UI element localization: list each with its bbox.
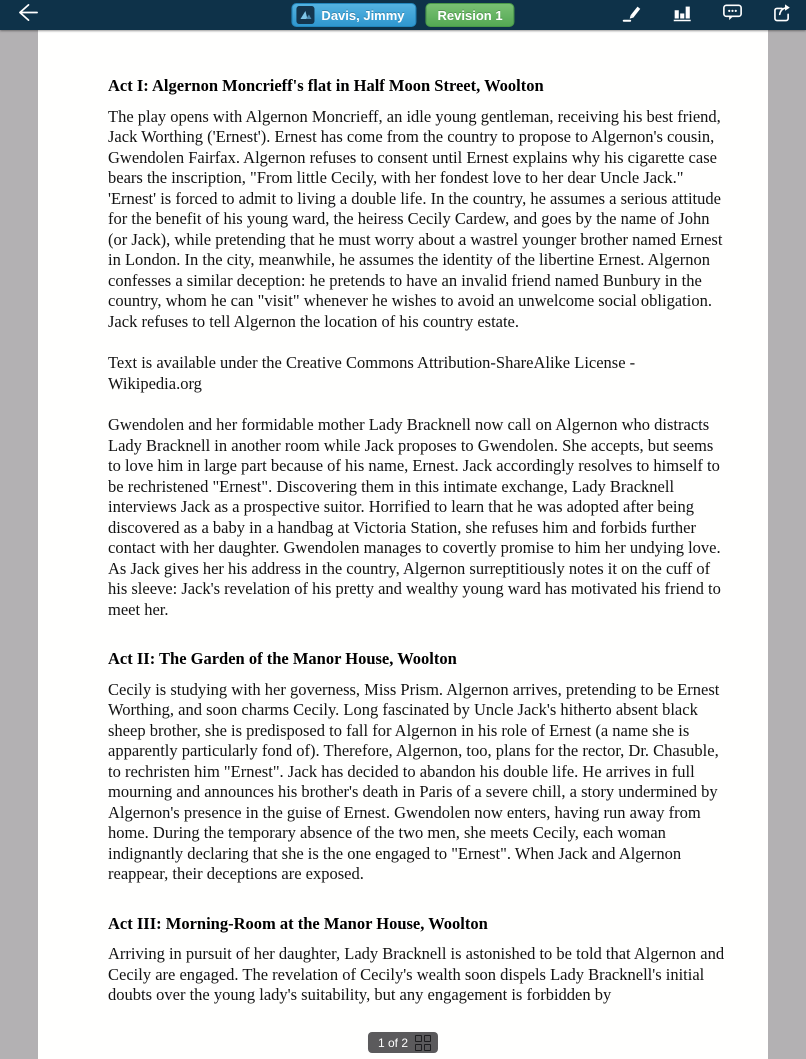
back-button[interactable] <box>16 4 40 26</box>
pages-grid-icon <box>415 1035 431 1051</box>
comments-button[interactable] <box>720 3 744 27</box>
act-3-heading: Act III: Morning-Room at the Manor House, Woolton <box>108 913 488 933</box>
act-2-section <box>108 649 730 885</box>
pen-annotate-icon <box>621 2 643 29</box>
act-3-section <box>108 914 730 1006</box>
revision-button[interactable] <box>426 3 515 27</box>
back-arrow-icon <box>17 2 40 28</box>
act-3-paragraph-1: Arriving in pursuit of her daughter, Lady Bracknell is astonished to be told that Algernon and Cecily are engaged. The revelation of Cecily's wealth soon dispels Lady Bracknell's initial doubts over the young lady's suitability, but any engagement is forbidden by <box>108 944 725 1004</box>
document-content <box>38 30 768 1006</box>
annotate-button[interactable] <box>620 3 644 27</box>
boat-avatar-icon <box>296 6 314 24</box>
comment-bubble-icon <box>721 1 744 29</box>
share-icon <box>771 2 793 29</box>
page-indicator-label: 1 of 2 <box>377 1035 409 1050</box>
share-button[interactable] <box>770 3 794 27</box>
act-1-section <box>108 76 730 620</box>
user-button[interactable] <box>291 3 416 27</box>
act-1-heading: Act I: Algernon Moncrieff's flat in Half Moon Street, Woolton <box>108 76 544 95</box>
revision-button-label: Revision 1 <box>437 7 503 23</box>
top-navigation-bar <box>0 0 806 30</box>
navbar-center-group <box>291 3 514 27</box>
bar-chart-icon <box>671 2 693 29</box>
navbar-right-icons <box>620 0 794 30</box>
document-page[interactable] <box>38 30 768 1059</box>
license-note: Text is available under the Creative Commons Attribution-ShareAlike License - Wikipedia.org <box>108 353 636 393</box>
act-1-paragraph-1: The play opens with Algernon Moncrieff, an idle young gentleman, receiving his best friend, Jack Worthing ('Ernest'). Ernest has come from the country to propose to Algernon's cousin, Gwendolen Fairfax. Algernon refuses to consent until Ernest explains why his cigarette case bears the inscription, "From little Cecily, with her fondest love to her dear Uncle Jack." 'Ernest' is forced to admit to living a double life. In the country, he assumes a serious attitude for the benefit of his young ward, the heiress Cecily Cardew, and goes by the name of John (or Jack), while pretending that he must worry about a wastrel younger brother named Ernest in London. In the city, meanwhile, he assumes the identity of the libertine Ernest. Algernon confesses a similar deception: he pretends to have an invalid friend named Bunbury in the country, whom he can "visit" whenever he wishes to avoid an unwelcome social obligation. Jack refuses to tell Algernon the location of his country estate. <box>108 106 723 331</box>
user-button-label: Davis, Jimmy <box>321 7 405 23</box>
statistics-button[interactable] <box>670 3 694 27</box>
act-1-paragraph-2: Gwendolen and her formidable mother Lady Bracknell now call on Algernon who distracts Lady Bracknell in another room while Jack proposes to Gwendolen. She accepts, but seems to love him in large part because of his name, Ernest. Jack accordingly resolves to himself to be rechristened "Ernest". Discovering them in this intimate exchange, Lady Bracknell interviews Jack as a prospective suitor. Horrified to learn that he was adopted after being discovered as a baby in a handbag at Victoria Station, she refuses him and forbids further contact with her daughter. Gwendolen manages to covertly promise to him her undying love. As Jack gives her his address in the country, Algernon surreptitiously notes it on the cuff of his sleeve: Jack's revelation of his pretty and wealthy young ward has motivated his friend to meet her. <box>108 415 721 619</box>
page-indicator[interactable] <box>368 1032 438 1053</box>
act-2-paragraph-1: Cecily is studying with her governess, Miss Prism. Algernon arrives, pretending to be Ernest Worthing, and soon charms Cecily. Long fascinated by Uncle Jack's hitherto absent black sheep brother, she is predisposed to fall for Algernon in his role of Ernest (a name she is apparently particularly fond of). Therefore, Algernon, too, plans for the rector, Dr. Chasuble, to rechristen him "Ernest". Jack has decided to abandon his double life. He arrives in full mourning and announces his brother's death in Paris of a severe chill, a story undermined by Algernon's presence in the guise of Ernest. Gwendolen now enters, having run away from home. During the temporary absence of the two men, she meets Cecily, each woman indignantly declaring that she is the one engaged to "Ernest". When Jack and Algernon reappear, their deceptions are exposed. <box>108 679 720 883</box>
act-2-heading: Act II: The Garden of the Manor House, Woolton <box>108 649 457 668</box>
